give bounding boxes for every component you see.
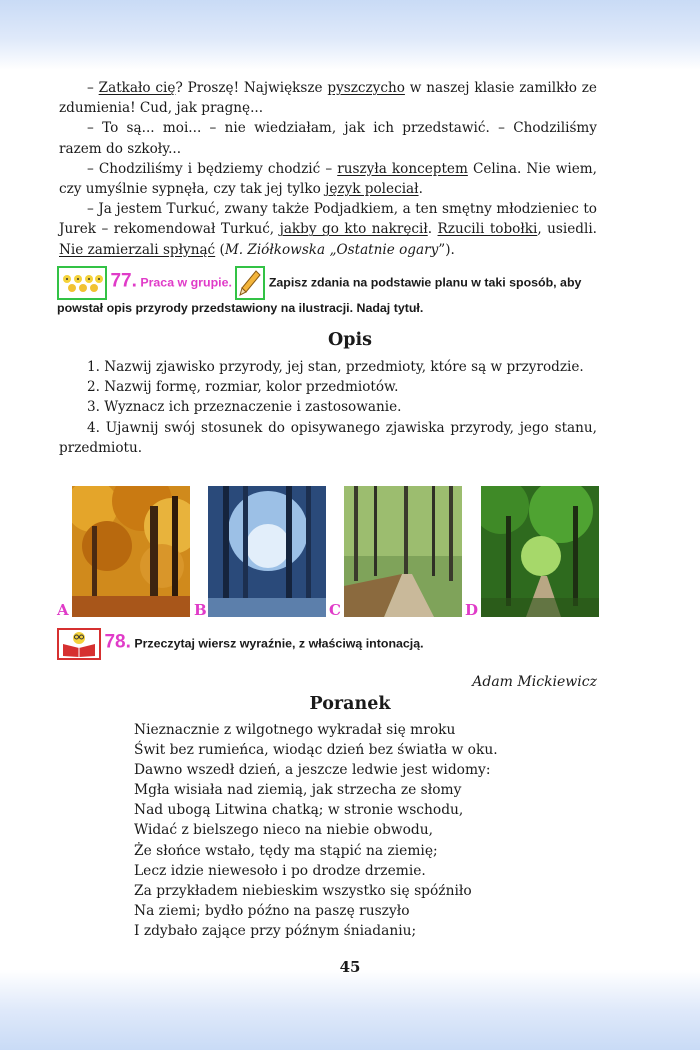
- bottom-decorative-band: [0, 970, 700, 1050]
- photo-label: D: [465, 601, 479, 619]
- task-instruction: Zapisz zdania na podstawie planu w taki sposób, aby powstał opis przyrody przedstawiony na ilustracji. Nadaj tytuł.: [57, 275, 582, 315]
- photo-summer-forest: [481, 486, 599, 617]
- poem-line: I zdybało zające przy późnym śniadaniu;: [134, 922, 417, 939]
- poem-line: Za przykładem niebieskim wszystko się spóźniło: [134, 882, 472, 899]
- poem-author: Adam Mickiewicz: [472, 674, 597, 690]
- prose-paragraph-2: – To są... moi... – nie wiedziałam, jak ich przedstawić. – Chodziliśmy razem do szkoły...: [59, 120, 597, 157]
- task-number: 78.: [104, 631, 131, 653]
- plan-item: 1. Nazwij zjawisko przyrody, jej stan, przedmioty, które są w przyrodzie.: [87, 359, 584, 375]
- group-work-icon: [57, 266, 107, 300]
- phrase-underlined: Zatkało cię: [98, 80, 176, 96]
- photo-autumn-forest: [72, 486, 190, 617]
- photo-frosty-forest: [208, 486, 326, 617]
- poem-line: Widać z bielszego nieco na niebie obwodu,: [134, 822, 434, 839]
- prose-paragraph-3: – Chodziliśmy i będziemy chodzić – ruszyła konceptem Celina. Nie wiem, czy umyślnie sypnęła, czy tak jej tylko język poleciał.: [59, 160, 598, 198]
- poem-line: Nieznacznie z wilgotnego wykradał się mroku: [134, 722, 456, 738]
- task-78: [57, 628, 602, 660]
- prose-paragraph-4: – Ja jestem Turkuć, zwany także Podjadkiem, a ten smętny młodzieniec to Jurek – rekomendował Turkuć, jakby go kto nakręcił. Rzucili tobołki, usiedli. Nie zamierzali spłynąć (M. Ziółkowska „Ostatnie ogary”).: [59, 201, 597, 258]
- phrase-underlined: język poleciał: [325, 181, 419, 198]
- section-title: Opis: [328, 330, 372, 350]
- task-77: [57, 266, 602, 317]
- plan-list: [59, 357, 597, 458]
- plan-item: 4. Ujawnij swój stosunek do opisywanego zjawiska przyrody, jego stanu, przedmiotu.: [59, 419, 597, 456]
- prose-excerpt: [59, 78, 597, 260]
- source-citation: M. Ziółkowska „Ostatnie ogary: [224, 241, 439, 258]
- pencil-icon: [235, 266, 265, 300]
- photo-label: C: [329, 601, 341, 619]
- poem-title: Poranek: [309, 694, 391, 714]
- task-number: 77.: [110, 270, 137, 292]
- plan-item: 2. Nazwij formę, rozmiar, kolor przedmiotów.: [87, 379, 399, 396]
- phrase-underlined: Nie zamierzali spłynąć: [59, 241, 216, 258]
- photo-label: B: [194, 601, 207, 619]
- phrase-underlined: ruszyła konceptem: [337, 160, 468, 177]
- phrase-underlined: Rzucili tobołki: [437, 221, 538, 238]
- top-decorative-band: [0, 0, 700, 70]
- page-number: 45: [339, 958, 361, 976]
- prose-paragraph-1: – Zatkało cię? Proszę! Największe pyszczycho w naszej klasie zamilkło ze zdumienia! Cud, jak pragnę...: [59, 80, 597, 117]
- poem-line: Lecz idzie niewesoło i po drodze drzemie.: [134, 862, 426, 879]
- plan-item: 3. Wyznacz ich przeznaczenie i zastosowanie.: [87, 399, 402, 416]
- phrase-underlined: jakby go kto nakręcił: [279, 221, 428, 238]
- poem-line: Nad ubogą Litwina chatką; w stronie wschodu,: [134, 802, 464, 819]
- poem-line: Dawno wszedł dzień, a jeszcze ledwie jest widomy:: [134, 762, 491, 779]
- nature-photos: [57, 486, 607, 621]
- poem-line: Na ziemi; bydło późno na paszę ruszyło: [134, 902, 410, 919]
- phrase-underlined: pyszczycho: [327, 80, 405, 96]
- photo-spring-forest-path: [344, 486, 462, 617]
- task-kind-label: Praca w grupie.: [140, 275, 232, 290]
- reading-book-icon: [57, 628, 101, 660]
- poem-line: Że słońce wstało, tędy ma stąpić na ziemię;: [134, 842, 438, 859]
- poem-line: Mgła wisiała nad ziemią, jak strzecha ze słomy: [134, 782, 462, 799]
- poem-text: [134, 720, 554, 941]
- task-instruction: Przeczytaj wiersz wyraźnie, z właściwą intonacją.: [134, 636, 424, 651]
- poem-line: Świt bez rumieńca, wiodąc dzień bez światła w oku.: [134, 742, 498, 759]
- photo-label: A: [57, 601, 69, 619]
